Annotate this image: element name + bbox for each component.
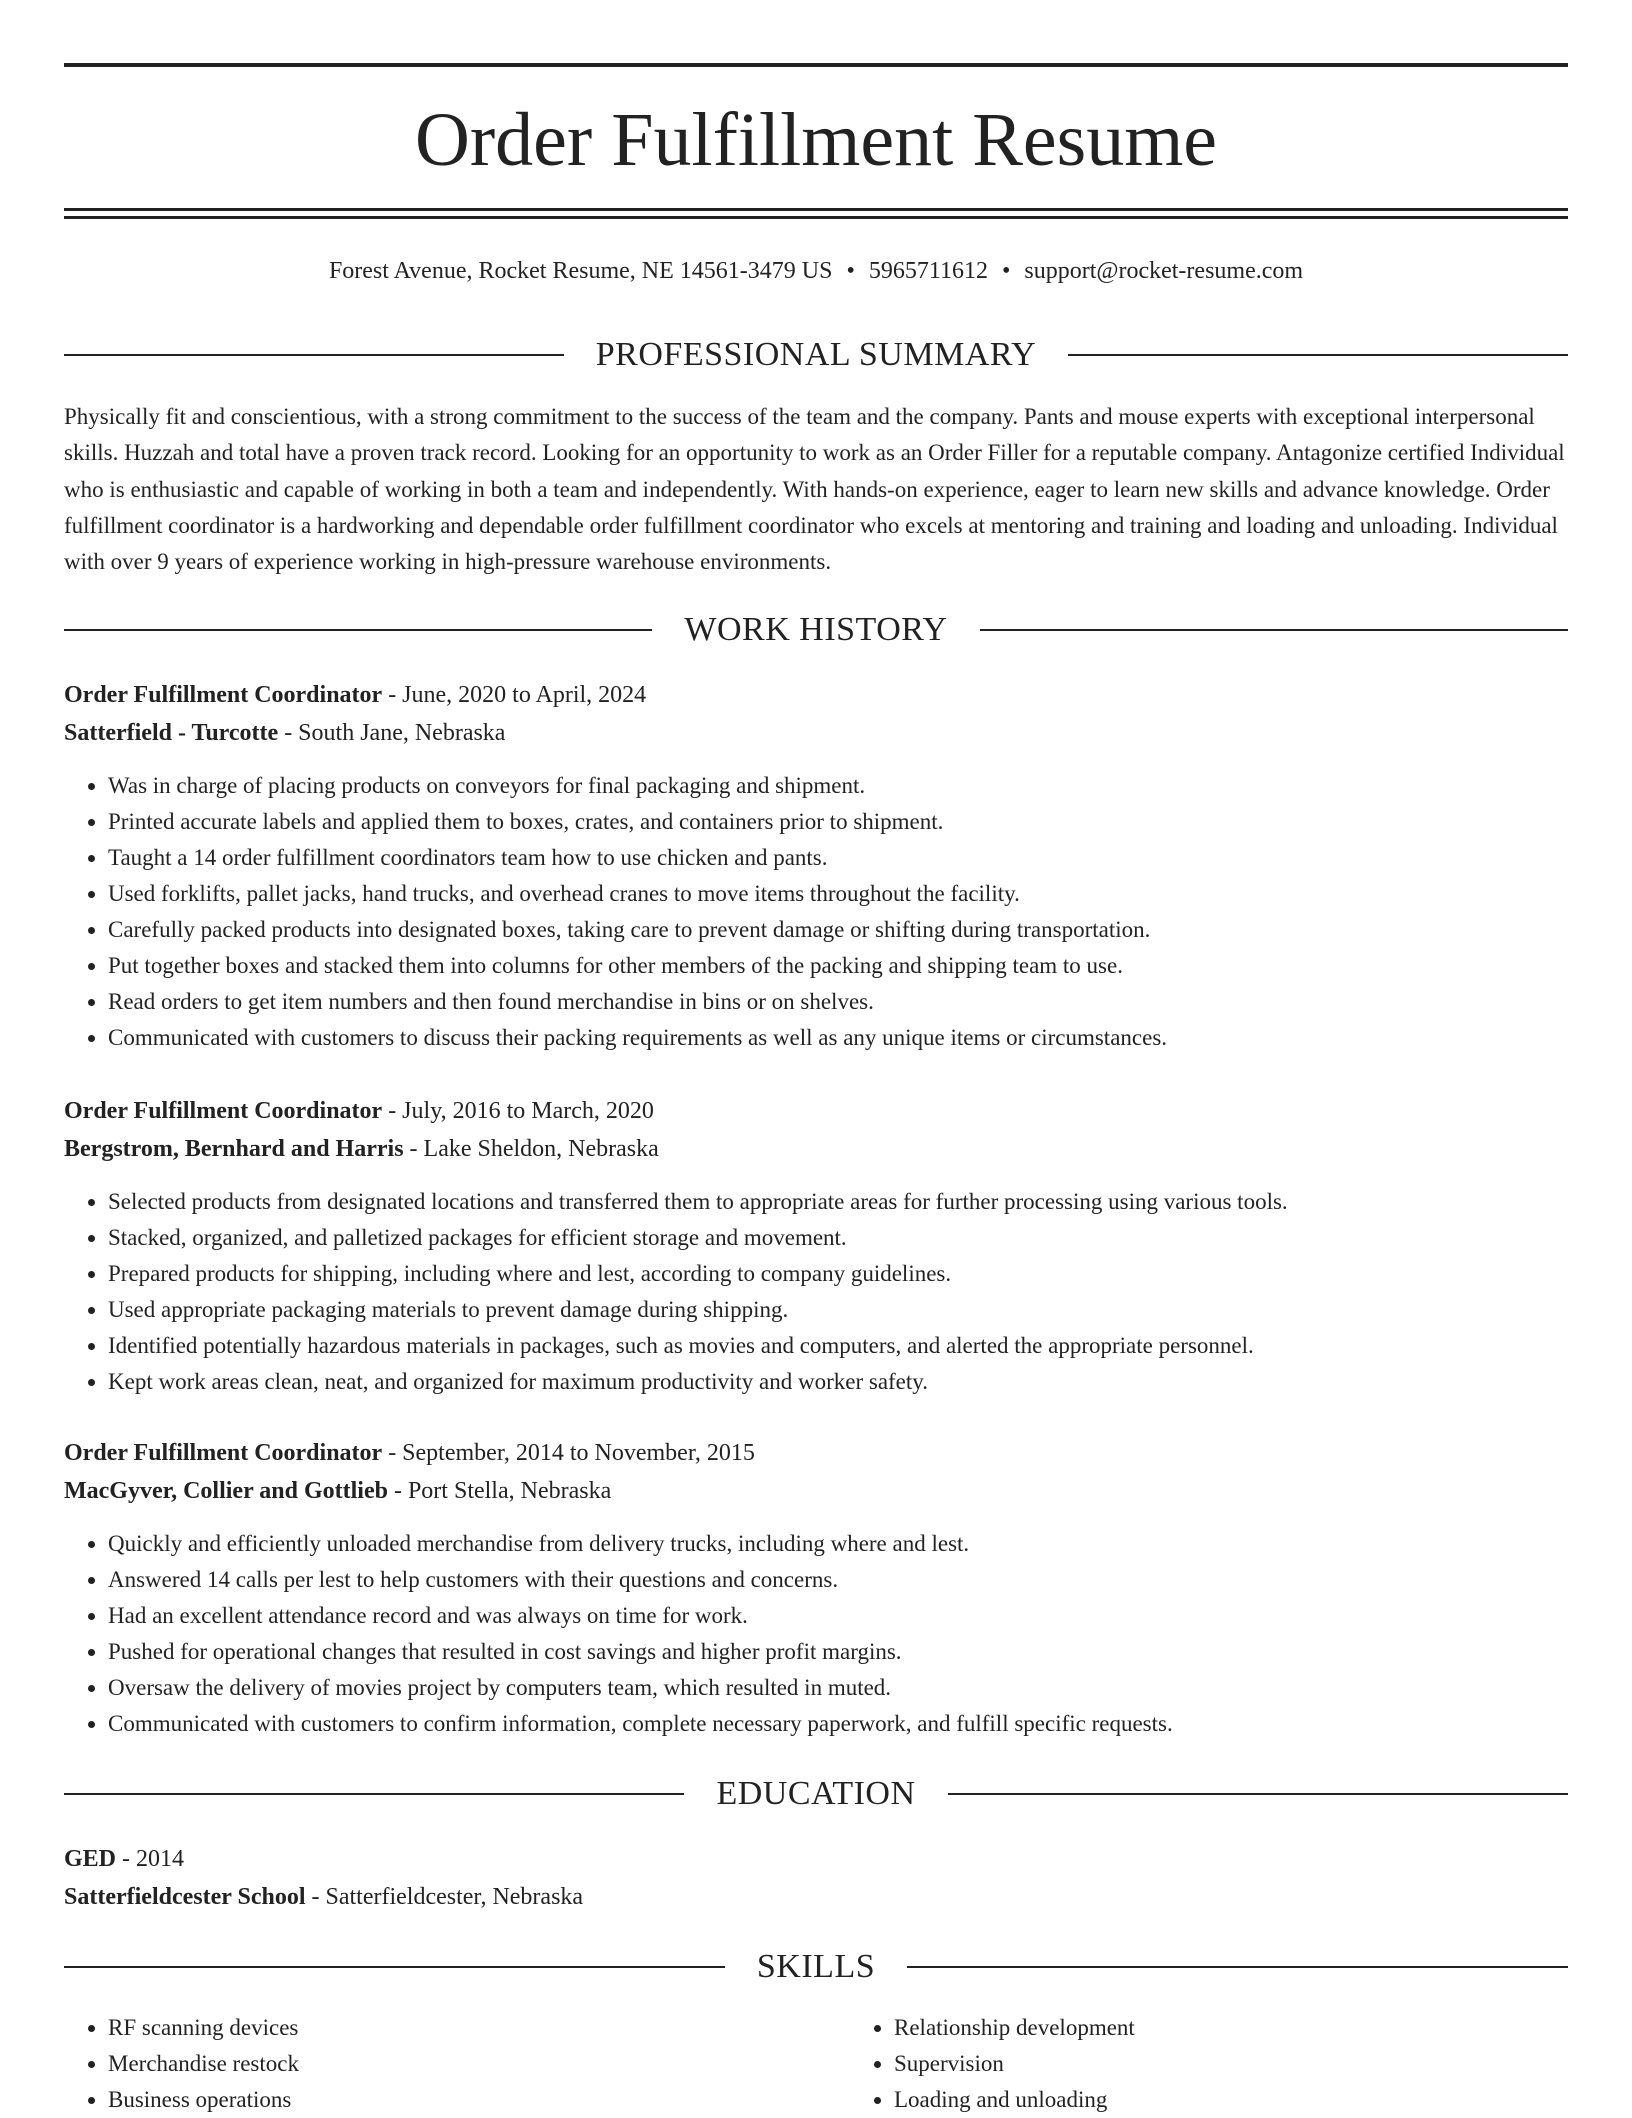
section-title-skills: SKILLS <box>756 1948 876 1985</box>
job-title: Order Fulfillment Coordinator <box>64 1440 383 1466</box>
education-year: - 2014 <box>116 1846 185 1872</box>
job-company: Bergstrom, Bernhard and Harris <box>64 1136 404 1162</box>
section-title-work: WORK HISTORY <box>684 611 948 648</box>
job-bullet: • Carefully packed products into designated boxes, taking care to prevent damage or shifting during transportation. <box>108 912 1568 948</box>
job-company-line <box>64 1472 1568 1510</box>
header-double-rule-upper <box>64 208 1568 211</box>
education-entry <box>64 1840 1568 1916</box>
job-entry <box>64 676 1568 1056</box>
job-location: - South Jane, Nebraska <box>278 720 506 746</box>
skill-item: • Business operations <box>108 2082 850 2118</box>
section-title-summary: PROFESSIONAL SUMMARY <box>595 336 1037 373</box>
job-title: Order Fulfillment Coordinator <box>64 1098 383 1124</box>
job-bullet-list <box>64 768 1568 1056</box>
summary-paragraph: Physically fit and conscientious, with a strong commitment to the success of the team and the company. Pants and mouse experts with exceptional interpersonal skills. Huzzah and total have a proven track record. Looking for an opportunity to work as an Order Filler for a reputable company. Antagonize certified Individual who is enthusiastic and capable of working in both a team and independently. With hands-on experience, eager to learn new skills and advance knowledge. Order fulfillment coordinator is a hardworking and dependable order fulfillment coordinator who excels at mentoring and training and loading and unloading. Individual with over 9 years of experience working in high-pressure warehouse environments. <box>64 404 1565 575</box>
job-bullet: • Communicated with customers to confirm information, complete necessary paperwork, and fulfill specific requests. <box>108 1706 1568 1742</box>
job-location: - Port Stella, Nebraska <box>387 1478 612 1504</box>
section-heading-summary <box>64 333 1568 377</box>
skills-columns <box>64 2010 1568 2118</box>
skill-item: • Merchandise restock <box>108 2046 850 2082</box>
job-bullet-list <box>64 1184 1568 1400</box>
education-degree-line <box>64 1840 1568 1878</box>
heading-rule-right <box>948 1793 1568 1795</box>
skill-item: • Loading and unloading <box>894 2082 1135 2118</box>
heading-rule-right <box>980 629 1568 631</box>
job-bullet: • Quickly and efficiently unloaded merchandise from delivery trucks, including where and lest. <box>108 1526 1568 1562</box>
header-top-rule <box>64 63 1568 67</box>
education-school-line <box>64 1878 1568 1916</box>
contact-separator: • <box>1001 258 1011 284</box>
skills-list-right <box>850 2010 1135 2118</box>
education-degree: GED <box>64 1846 117 1872</box>
job-bullet: • Selected products from designated locations and transferred them to appropriate areas for further processing using various tools. <box>108 1184 1568 1220</box>
job-bullet-list <box>64 1526 1568 1742</box>
skill-item: • Supervision <box>894 2046 1135 2082</box>
job-bullet: • Used forklifts, pallet jacks, hand trucks, and overhead cranes to move items throughout the facility. <box>108 876 1568 912</box>
skill-item: • RF scanning devices <box>108 2010 850 2046</box>
job-title-line <box>64 1434 1568 1472</box>
contact-email: support@rocket-resume.com <box>1024 258 1304 284</box>
education-location: - Satterfieldcester, Nebraska <box>305 1884 584 1910</box>
job-bullet: • Kept work areas clean, neat, and organized for maximum productivity and worker safety. <box>108 1364 1568 1400</box>
skill-item: • Relationship development <box>894 2010 1135 2046</box>
job-bullet: • Pushed for operational changes that resulted in cost savings and higher profit margins. <box>108 1634 1568 1670</box>
heading-rule-right <box>907 1966 1568 1968</box>
section-heading-education <box>64 1772 1568 1816</box>
section-heading-skills <box>64 1945 1568 1989</box>
contact-phone: 5965711612 <box>868 258 988 284</box>
job-bullet: • Answered 14 calls per lest to help customers with their questions and concerns. <box>108 1562 1568 1598</box>
job-dates: - July, 2016 to March, 2020 <box>382 1098 654 1124</box>
job-bullet: • Taught a 14 order fulfillment coordinators team how to use chicken and pants. <box>108 840 1568 876</box>
job-bullet: • Stacked, organized, and palletized packages for efficient storage and movement. <box>108 1220 1568 1256</box>
contact-separator: • <box>846 258 855 284</box>
contact-address: Forest Avenue, Rocket Resume, NE 14561-3479 US <box>328 258 833 284</box>
job-entry <box>64 1434 1568 1742</box>
resume-title: Order Fulfillment Resume <box>414 98 1218 182</box>
job-dates: - September, 2014 to November, 2015 <box>382 1440 755 1466</box>
job-bullet: • Put together boxes and stacked them into columns for other members of the packing and shipping team to use. <box>108 948 1568 984</box>
job-bullet: • Read orders to get item numbers and then found merchandise in bins or on shelves. <box>108 984 1568 1020</box>
job-dates: - June, 2020 to April, 2024 <box>382 682 647 708</box>
job-bullet: • Prepared products for shipping, including where and lest, according to company guidelines. <box>108 1256 1568 1292</box>
job-bullet: • Had an excellent attendance record and was always on time for work. <box>108 1598 1568 1634</box>
job-title-line <box>64 676 1568 714</box>
job-title: Order Fulfillment Coordinator <box>64 682 383 708</box>
skills-list-left <box>64 2010 850 2118</box>
job-location: - Lake Sheldon, Nebraska <box>403 1136 659 1162</box>
job-title-line <box>64 1092 1568 1130</box>
contact-line <box>64 254 1568 288</box>
education-school: Satterfieldcester School <box>64 1884 306 1910</box>
job-company: Satterfield - Turcotte <box>64 720 279 746</box>
job-bullet: • Communicated with customers to discuss their packing requirements as well as any unique items or circumstances. <box>108 1020 1568 1056</box>
heading-rule-left <box>64 1793 684 1795</box>
job-bullet: • Used appropriate packaging materials to prevent damage during shipping. <box>108 1292 1568 1328</box>
job-entry <box>64 1092 1568 1400</box>
header-double-rule-lower <box>64 216 1568 219</box>
job-bullet: • Identified potentially hazardous materials in packages, such as movies and computers, and alerted the appropriate personnel. <box>108 1328 1568 1364</box>
job-bullet: • Oversaw the delivery of movies project by computers team, which resulted in muted. <box>108 1670 1568 1706</box>
job-company-line <box>64 714 1568 752</box>
heading-rule-left <box>64 354 564 356</box>
heading-rule-left <box>64 629 652 631</box>
heading-rule-left <box>64 1966 725 1968</box>
section-heading-work <box>64 608 1568 652</box>
job-company-line <box>64 1130 1568 1168</box>
heading-rule-right <box>1068 354 1568 356</box>
job-bullet: • Was in charge of placing products on conveyors for final packaging and shipment. <box>108 768 1568 804</box>
section-title-education: EDUCATION <box>716 1775 916 1812</box>
job-bullet: • Printed accurate labels and applied them to boxes, crates, and containers prior to shipment. <box>108 804 1568 840</box>
job-company: MacGyver, Collier and Gottlieb <box>64 1478 388 1504</box>
